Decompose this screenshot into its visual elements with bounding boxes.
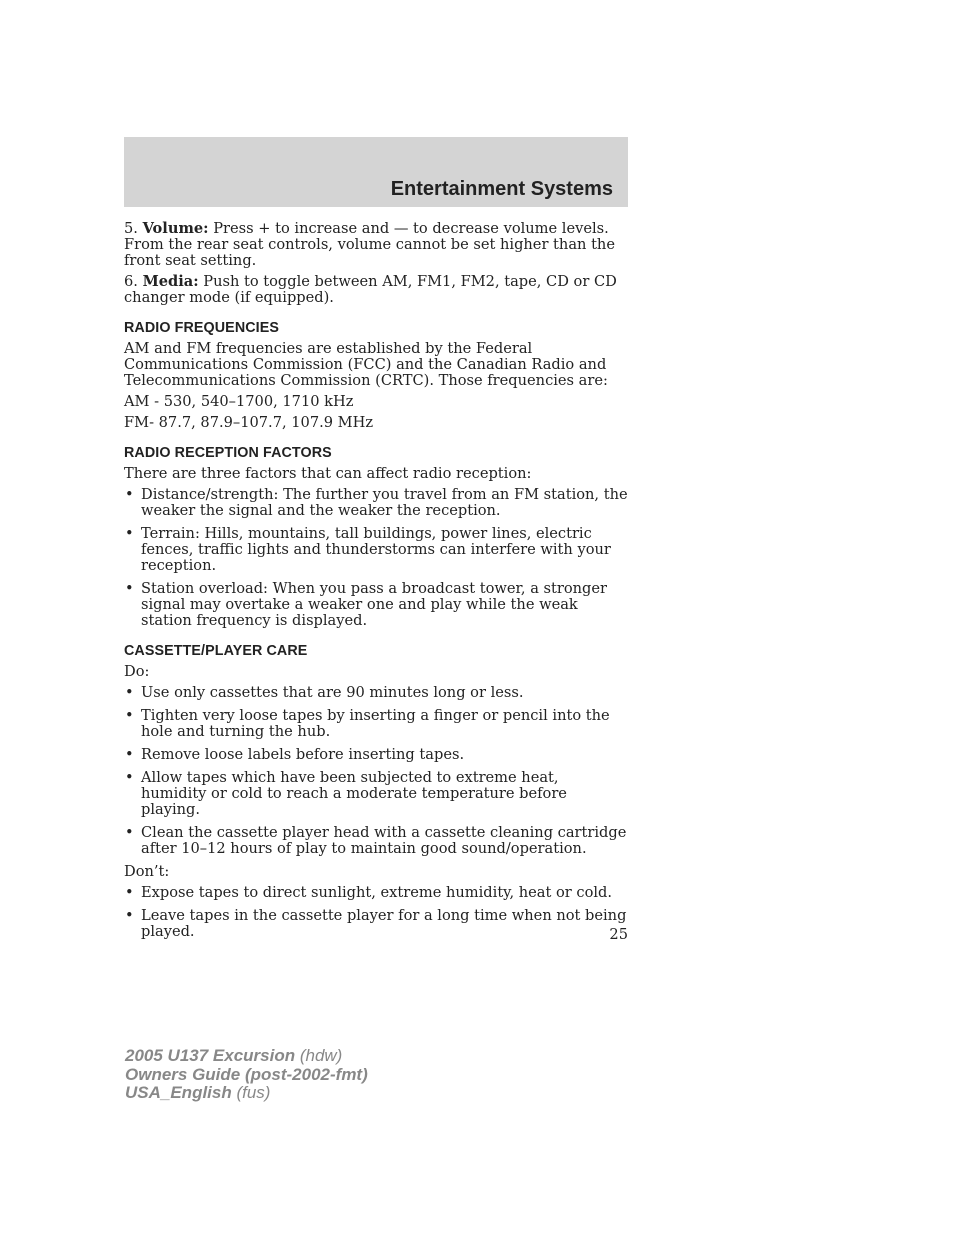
list-item-text: Distance/strength: The further you travel from an FM station, the weaker the signal and the weaker the reception. xyxy=(141,486,628,519)
list-item-text: Tighten very loose tapes by inserting a finger or pencil into the hole and turning the hub. xyxy=(141,707,610,740)
list-item-text: Leave tapes in the cassette player for a long time when not being played. xyxy=(141,907,627,940)
page-number: 25 xyxy=(609,926,628,943)
list-item-text: Terrain: Hills, mountains, tall buildings, power lines, electric fences, traffic lights and thunderstorms can interfere with your reception. xyxy=(141,525,611,574)
list-item-text: Clean the cassette player head with a cassette cleaning cartridge after 10–12 hours of play to maintain good sound/operation. xyxy=(141,824,627,857)
dont-list xyxy=(124,885,628,940)
footer-model: 2005 U137 Excursion xyxy=(125,1046,296,1065)
am-frequencies: AM - 530, 540–1700, 1710 kHz xyxy=(124,393,354,410)
section-title: Entertainment Systems xyxy=(390,178,613,200)
bullet-icon: • xyxy=(125,580,134,597)
cassette-care-heading: CASSETTE/PLAYER CARE xyxy=(124,643,308,659)
fm-frequencies: FM- 87.7, 87.9–107.7, 107.9 MHz xyxy=(124,414,374,431)
bullet-icon: • xyxy=(125,769,134,786)
list-item xyxy=(124,685,628,701)
media-text: Push to toggle between AM, FM1, FM2, tape, CD or CD changer mode (if equipped). xyxy=(124,273,617,306)
media-term: Media: xyxy=(142,273,199,290)
radio-reception-heading: RADIO RECEPTION FACTORS xyxy=(124,445,332,461)
list-item-text: Remove loose labels before inserting tapes. xyxy=(141,746,465,763)
list-item xyxy=(124,581,628,629)
bullet-icon: • xyxy=(125,824,134,841)
list-item-text: Station overload: When you pass a broadcast tower, a stronger signal may overtake a weaker one and play while the weak station frequency is displayed. xyxy=(141,580,608,629)
bullet-icon: • xyxy=(125,707,134,724)
list-item xyxy=(124,487,628,519)
footer-language-code: (fus) xyxy=(231,1083,271,1102)
bullet-icon: • xyxy=(125,525,134,542)
volume-paragraph xyxy=(124,221,628,269)
list-item xyxy=(124,825,628,857)
item-number: 6. xyxy=(124,273,143,290)
dont-label: Don’t: xyxy=(124,863,170,880)
list-item xyxy=(124,747,628,763)
section-header xyxy=(124,137,628,207)
radio-frequencies-heading: RADIO FREQUENCIES xyxy=(124,320,280,336)
footer-guide: Owners Guide (post-2002-fmt) xyxy=(125,1064,368,1084)
bullet-icon: • xyxy=(125,884,134,901)
bullet-icon: • xyxy=(125,684,134,701)
radio-reception-intro: There are three factors that can affect radio reception: xyxy=(124,465,532,482)
volume-term: Volume: xyxy=(142,220,209,237)
footer-line-guide xyxy=(125,1066,368,1085)
footer-language: USA_English xyxy=(125,1083,232,1102)
list-item xyxy=(124,908,628,940)
bullet-icon: • xyxy=(125,746,134,763)
volume-text: Press + to increase and — to decrease volume levels. From the rear seat controls, volume cannot be set higher than the front seat setting. xyxy=(124,220,615,269)
footer-line-language xyxy=(125,1084,368,1103)
list-item xyxy=(124,885,628,901)
reception-factor-list xyxy=(124,487,628,629)
list-item xyxy=(124,708,628,740)
document-footer xyxy=(125,1047,368,1103)
do-label: Do: xyxy=(124,663,150,680)
list-item-text: Use only cassettes that are 90 minutes long or less. xyxy=(141,684,524,701)
list-item-text: Allow tapes which have been subjected to extreme heat, humidity or cold to reach a moderate temperature before playing. xyxy=(141,769,567,818)
bullet-icon: • xyxy=(125,486,134,503)
item-number: 5. xyxy=(124,220,143,237)
footer-line-model xyxy=(125,1047,368,1066)
list-item-text: Expose tapes to direct sunlight, extreme humidity, heat or cold. xyxy=(141,884,613,901)
list-item xyxy=(124,770,628,818)
radio-frequencies-body: AM and FM frequencies are established by the Federal Communications Commission (FCC) and the Canadian Radio and Telecommunications Commission (CRTC). Those frequencies are: xyxy=(124,340,608,389)
footer-model-code: (hdw) xyxy=(295,1046,343,1065)
media-paragraph xyxy=(124,274,628,306)
do-list xyxy=(124,685,628,857)
bullet-icon: • xyxy=(125,907,134,924)
list-item xyxy=(124,526,628,574)
page-content xyxy=(124,221,628,947)
